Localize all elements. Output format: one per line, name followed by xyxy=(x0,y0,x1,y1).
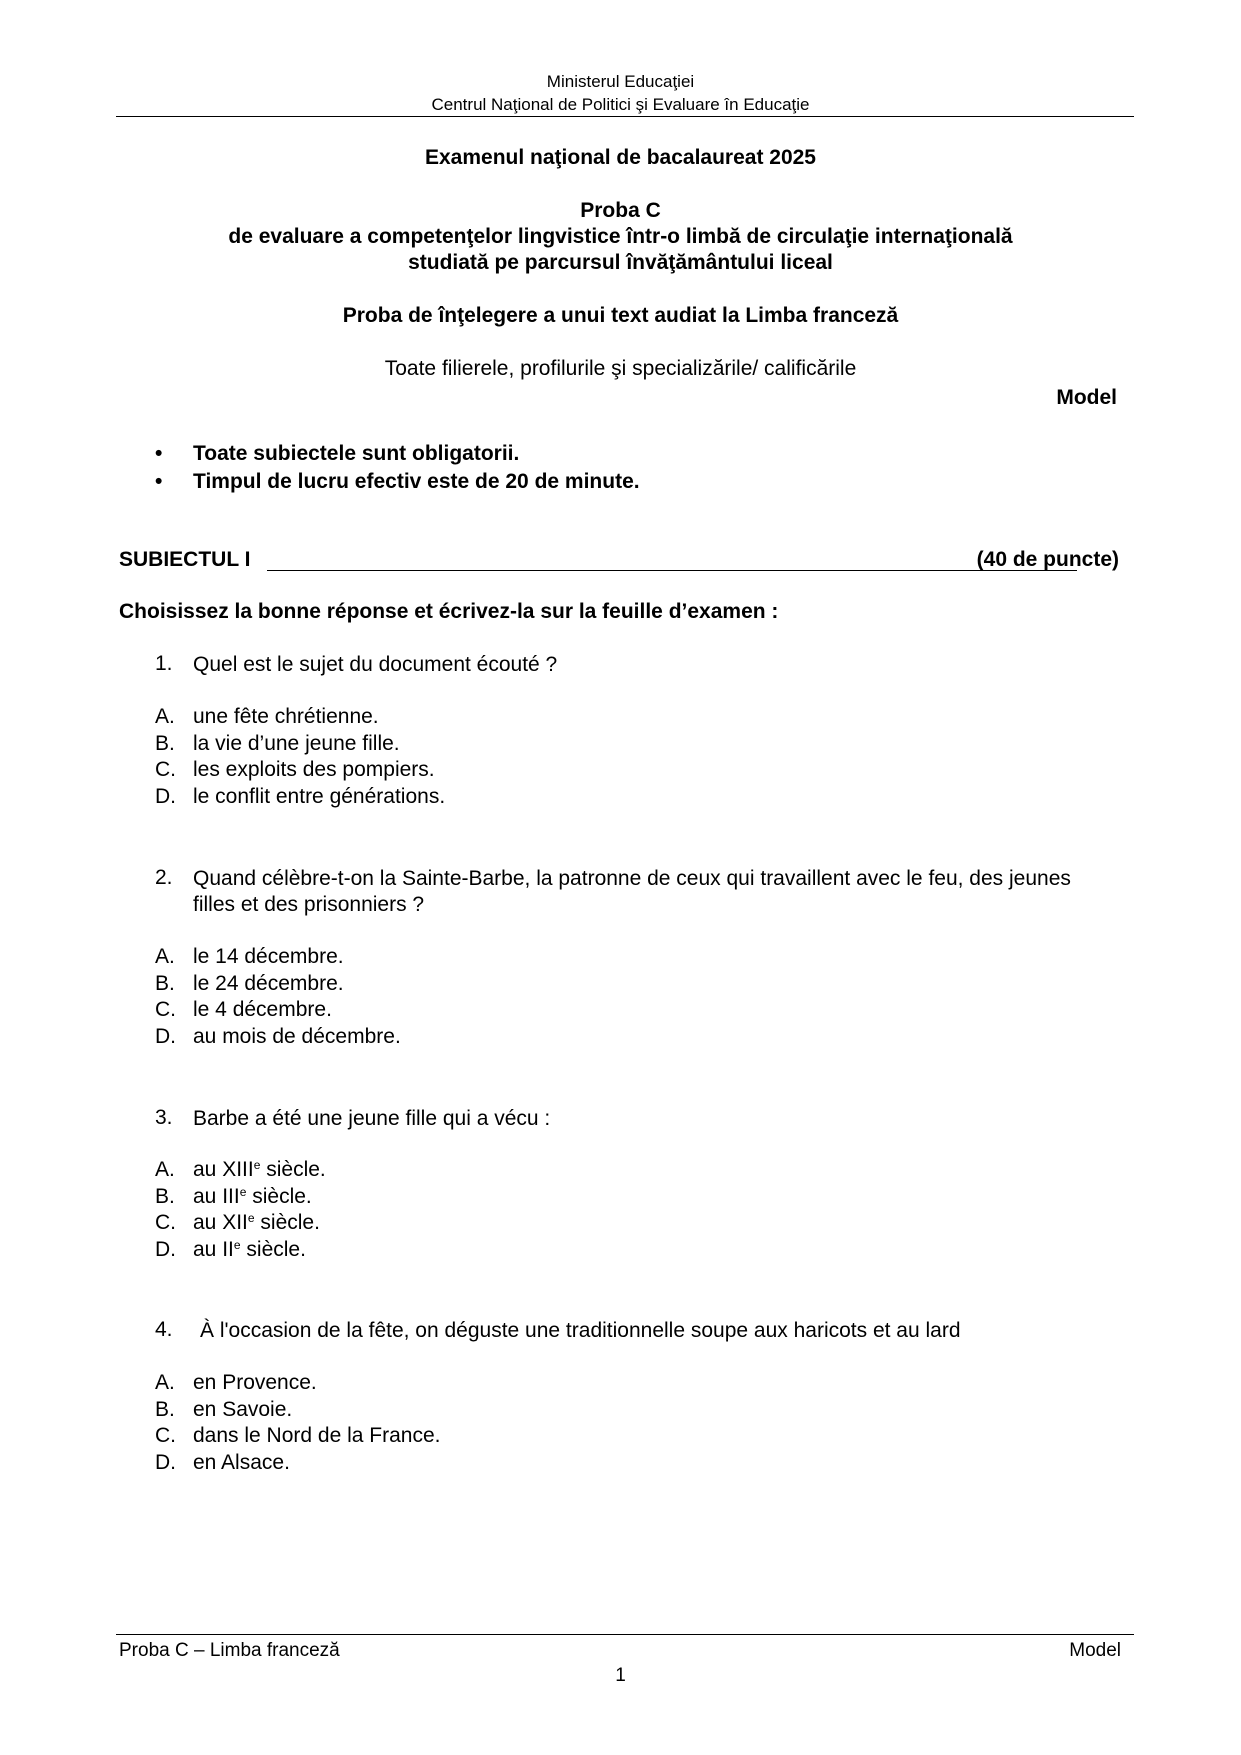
proba-description-line1: de evaluare a competenţelor lingvistice într-o limbă de circulaţie internaţională xyxy=(228,225,1013,248)
rule-item: • Toate subiectele sunt obligatorii. xyxy=(155,440,640,468)
page-number: 1 xyxy=(615,1665,626,1686)
proba-subtitle: Proba de înţelegere a unui text audiat la Limba franceză xyxy=(342,304,899,327)
applies-to: Toate filierele, profilurile şi specializările/ calificările xyxy=(384,357,857,380)
option-text: les exploits des pompiers. xyxy=(193,758,435,781)
option-text: au XIIIe siècle. xyxy=(193,1158,326,1181)
footer-rule xyxy=(116,1634,1134,1635)
ministry-name: Ministerul Educaţiei xyxy=(546,72,695,91)
subject-points: (40 de puncte) xyxy=(976,548,1119,571)
option-text: une fête chrétienne. xyxy=(193,705,379,728)
question-text: À l'occasion de la fête, on déguste une traditionnelle soupe aux haricots et au lard xyxy=(200,1319,961,1342)
proba-title: Proba C xyxy=(580,199,661,222)
option-text: au XIIe siècle. xyxy=(193,1211,320,1234)
footer-left: Proba C – Limba franceză xyxy=(119,1640,340,1661)
option-letter: D. xyxy=(155,1450,176,1474)
option-text: en Provence. xyxy=(193,1371,317,1394)
option-letter: D. xyxy=(155,1024,176,1048)
option-letter: C. xyxy=(155,998,176,1021)
rule-item: • Timpul de lucru efectiv este de 20 de minute. xyxy=(155,468,640,496)
question-text: Barbe a été une jeune fille qui a vécu : xyxy=(193,1107,551,1130)
option-letter: A. xyxy=(155,945,175,968)
question-number: 1. xyxy=(155,652,173,675)
option-letter: C. xyxy=(155,758,176,781)
footer-right: Model xyxy=(1069,1640,1121,1661)
option-letter: B. xyxy=(155,1397,175,1421)
question-text: Quand célèbre-t-on la Sainte-Barbe, la patronne de ceux qui travaillent avec le feu, des jeunes filles et des prisonniers ? xyxy=(193,867,1071,916)
center-name: Centrul Naţional de Politici şi Evaluare în Educaţie xyxy=(431,95,810,114)
option-letter: A. xyxy=(155,1158,175,1181)
option-letter: B. xyxy=(155,1184,175,1208)
question-1 xyxy=(155,652,1115,678)
option-letter: B. xyxy=(155,971,175,995)
option-text: la vie d’une jeune fille. xyxy=(193,731,400,755)
option-text: au IIe siècle. xyxy=(193,1237,306,1261)
question-4 xyxy=(155,1318,1115,1344)
question-number: 2. xyxy=(155,866,173,889)
option-text: le 4 décembre. xyxy=(193,998,332,1021)
question-number: 4. xyxy=(155,1318,173,1341)
question-3 xyxy=(155,1106,1115,1132)
option-letter: C. xyxy=(155,1424,176,1447)
option-text: au IIIe siècle. xyxy=(193,1184,312,1208)
option-letter: B. xyxy=(155,731,175,755)
model-label: Model xyxy=(1056,386,1117,409)
option-text: en Alsace. xyxy=(193,1450,290,1474)
subject-underline xyxy=(267,570,1077,571)
option-text: le conflit entre générations. xyxy=(193,784,446,808)
exam-title: Examenul naţional de bacalaureat 2025 xyxy=(424,146,816,169)
option-letter: D. xyxy=(155,784,176,808)
instruction: Choisissez la bonne réponse et écrivez-la sur la feuille d’examen : xyxy=(119,600,779,623)
rules-list xyxy=(155,440,640,496)
subject-label: SUBIECTUL I xyxy=(119,548,251,571)
header-rule xyxy=(116,116,1134,117)
question-number: 3. xyxy=(155,1106,173,1129)
option-text: le 24 décembre. xyxy=(193,971,344,995)
question-2 xyxy=(155,866,1115,918)
option-letter: A. xyxy=(155,705,175,728)
proba-description-line2: studiată pe parcursul învăţământului liceal xyxy=(408,251,833,274)
option-text: dans le Nord de la France. xyxy=(193,1424,441,1447)
option-text: au mois de décembre. xyxy=(193,1024,401,1048)
option-letter: D. xyxy=(155,1237,176,1261)
option-text: en Savoie. xyxy=(193,1397,293,1421)
question-text: Quel est le sujet du document écouté ? xyxy=(193,653,558,676)
option-letter: C. xyxy=(155,1211,176,1234)
option-letter: A. xyxy=(155,1371,175,1394)
option-text: le 14 décembre. xyxy=(193,945,344,968)
